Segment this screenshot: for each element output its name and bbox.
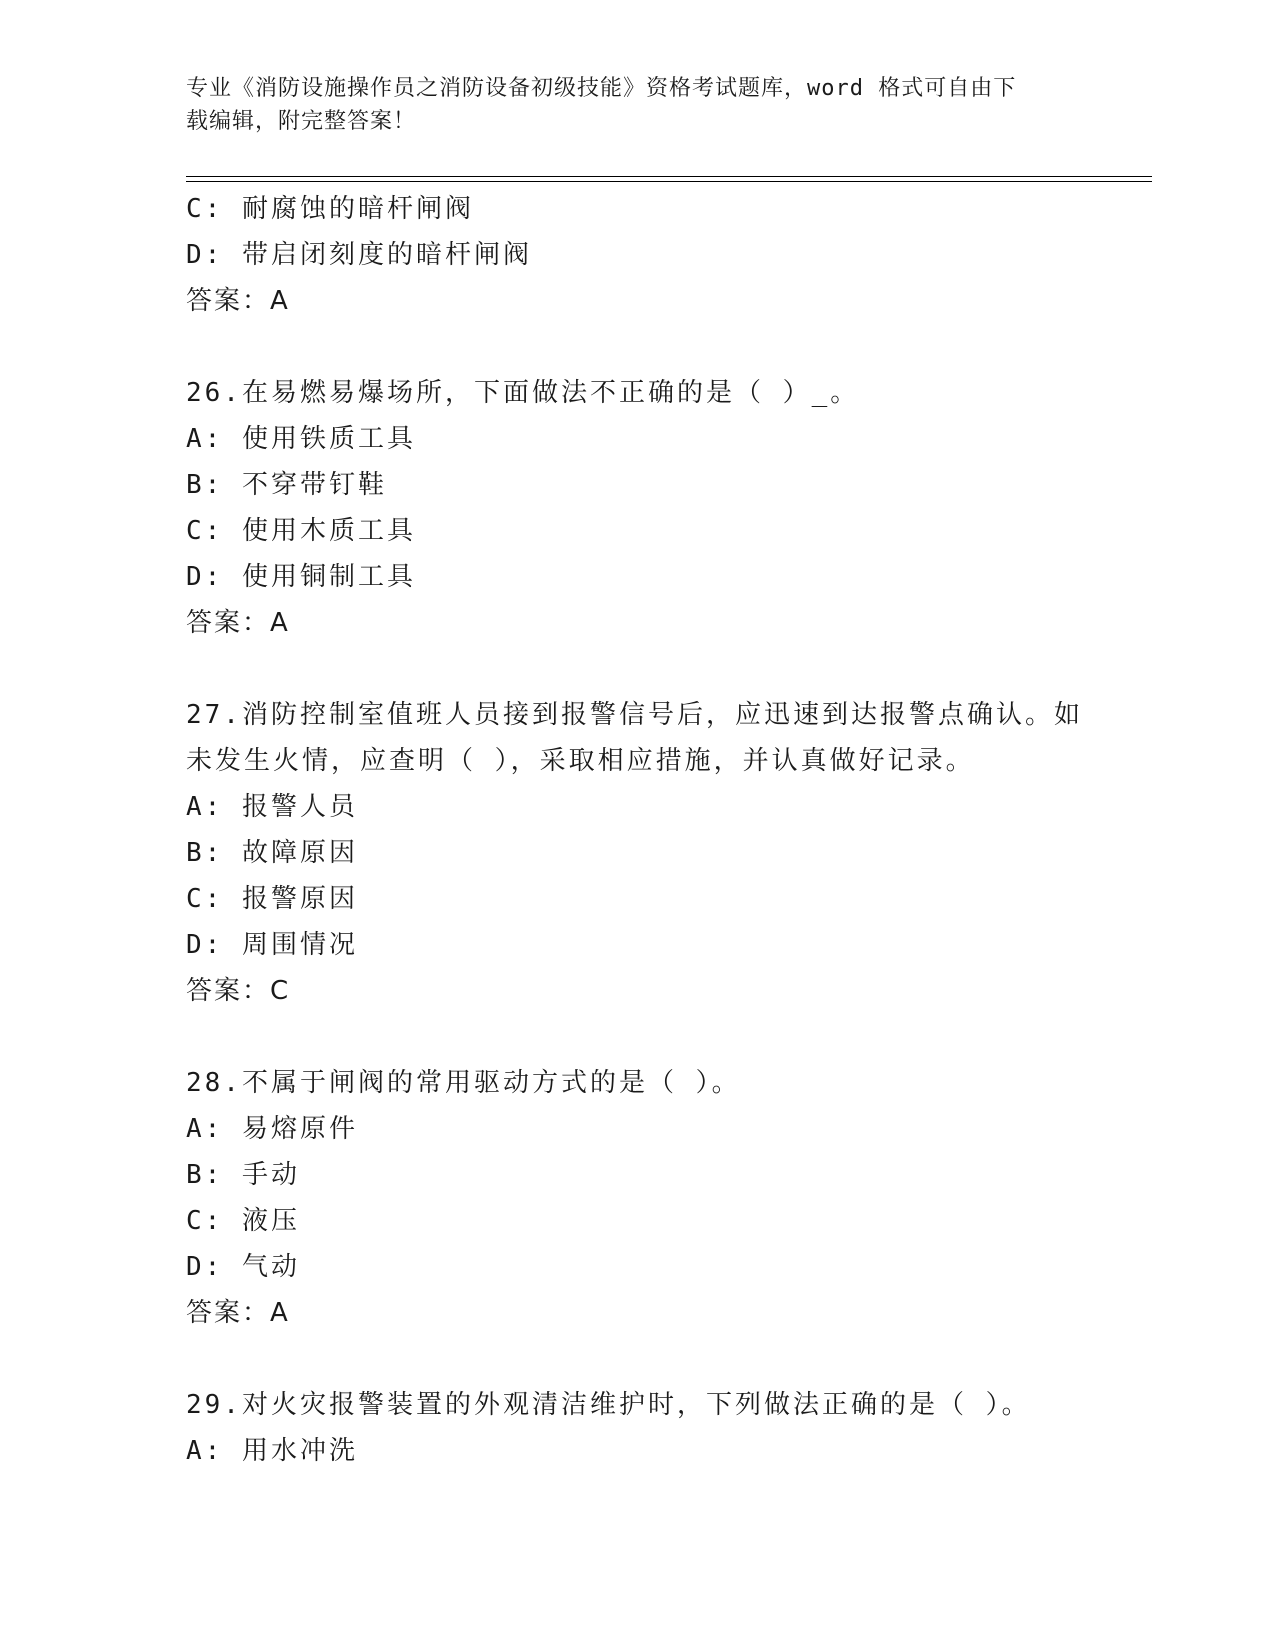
- question-content: [186, 186, 1086, 1474]
- option-d: D: 使用铜制工具: [186, 562, 416, 592]
- question-block: [186, 1060, 1086, 1336]
- option-b: B: 手动: [186, 1160, 300, 1190]
- question-stem-line-2: 未发生火情，应查明（ ），采取相应措施，并认真做好记录。: [186, 746, 975, 776]
- document-header: [186, 72, 1076, 138]
- option-a: A: 报警人员: [186, 792, 358, 822]
- option-d: D: 气动: [186, 1252, 300, 1282]
- spacer: [186, 1014, 1086, 1060]
- answer: 答案：A: [186, 1298, 290, 1328]
- question-stem: 29.对火灾报警装置的外观清洁维护时，下列做法正确的是（ ）。: [186, 1390, 1031, 1420]
- question-stem: 28.不属于闸阀的常用驱动方式的是（ ）。: [186, 1068, 741, 1098]
- option-b: B: 故障原因: [186, 838, 358, 868]
- answer: 答案：C: [186, 976, 291, 1006]
- header-line-2: 载编辑，附完整答案！: [186, 109, 417, 134]
- option-c: C: 使用木质工具: [186, 516, 416, 546]
- header-divider-top: [186, 176, 1152, 177]
- option-c: C: 液压: [186, 1206, 300, 1236]
- header-line-1: 专业《消防设施操作员之消防设备初级技能》资格考试题库，word 格式可自由下: [186, 76, 1017, 101]
- option-a: A: 用水冲洗: [186, 1436, 358, 1466]
- question-block: [186, 692, 1086, 1014]
- option-d: D: 周围情况: [186, 930, 358, 960]
- question-block: [186, 186, 1086, 324]
- option-b: B: 不穿带钉鞋: [186, 470, 387, 500]
- option-a: A: 使用铁质工具: [186, 424, 416, 454]
- spacer: [186, 324, 1086, 370]
- question-block: [186, 1382, 1086, 1474]
- option-d: D: 带启闭刻度的暗杆闸阀: [186, 240, 532, 270]
- question-stem-line-1: 27.消防控制室值班人员接到报警信号后，应迅速到达报警点确认。如: [186, 700, 1083, 730]
- spacer: [186, 1336, 1086, 1382]
- option-a: A: 易熔原件: [186, 1114, 358, 1144]
- answer: 答案：A: [186, 608, 290, 638]
- header-divider-bottom: [186, 181, 1152, 182]
- option-c: C: 报警原因: [186, 884, 358, 914]
- question-block: [186, 370, 1086, 646]
- spacer: [186, 646, 1086, 692]
- answer: 答案：A: [186, 286, 290, 316]
- option-c: C: 耐腐蚀的暗杆闸阀: [186, 194, 474, 224]
- question-stem: 26.在易燃易爆场所，下面做法不正确的是（ ）_。: [186, 378, 860, 408]
